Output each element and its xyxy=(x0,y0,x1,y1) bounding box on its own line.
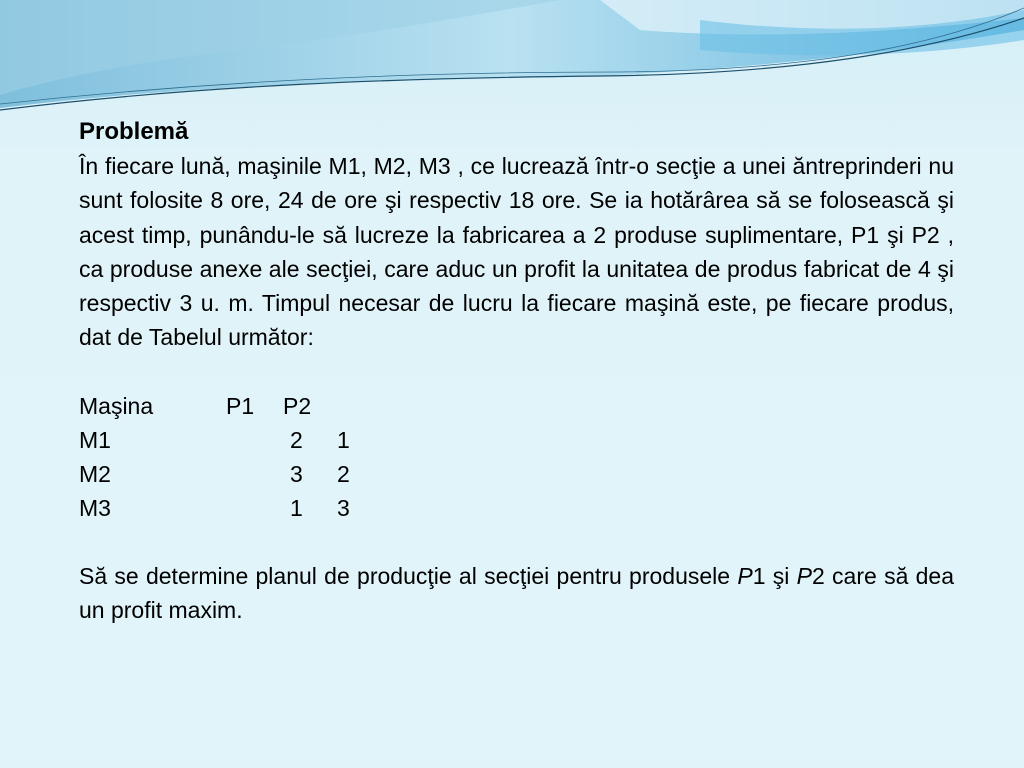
conclusion-text-3: 2 care să dea un profit maxim. xyxy=(79,562,955,624)
problem-paragraph: În fiecare lună, maşinile M1, M2, M3 , ce lucrează într-o secţie a unei ăntreprinderi nu sunt folosite 8 ore, 24 de ore şi respectiv 18 ore. Se ia hotărârea să se folosească şi acest timp, punându-le să lucreze la fabricarea a 2 produse suplimentare, P1 şi P2 , ca produse anexe ale secţiei, care aduc un profit la unitatea de produs fabricat de 4 şi respectiv 3 u. m. Timpul necesar de lucru la fiecare maşină este, pe fiecare produs, dat de Tabelul următor: xyxy=(79,153,954,351)
table-header-machine: Maşina xyxy=(79,392,154,419)
spacer xyxy=(79,525,954,559)
slide-content xyxy=(79,115,954,627)
table-row xyxy=(79,457,954,491)
table-cell-machine: M2 xyxy=(79,460,111,487)
conclusion-paragraph xyxy=(79,559,954,628)
table-cell-machine: M3 xyxy=(79,494,111,521)
spacer xyxy=(79,355,954,389)
table-cell-machine: M1 xyxy=(79,426,111,453)
table-cell-p1: 1 xyxy=(290,494,303,521)
conclusion-text-2: 1 şi xyxy=(752,562,797,589)
table-row xyxy=(79,423,954,457)
table-cell-p2: 1 xyxy=(337,426,350,453)
table-row xyxy=(79,491,954,525)
table-header-p2: P2 xyxy=(283,392,312,419)
product-letter: P xyxy=(737,562,753,589)
product-letter: P xyxy=(796,562,812,589)
header-wave-decoration xyxy=(0,0,1024,130)
table-cell-p2: 3 xyxy=(337,494,350,521)
table-cell-p1: 3 xyxy=(290,460,303,487)
table-header-p1: P1 xyxy=(226,392,255,419)
table-cell-p2: 2 xyxy=(337,460,350,487)
conclusion-text-1: Să se determine planul de producţie al secţiei pentru produsele xyxy=(79,562,738,589)
table-header-row xyxy=(79,389,954,423)
slide-title: Problemă xyxy=(79,118,189,145)
table-cell-p1: 2 xyxy=(290,426,303,453)
